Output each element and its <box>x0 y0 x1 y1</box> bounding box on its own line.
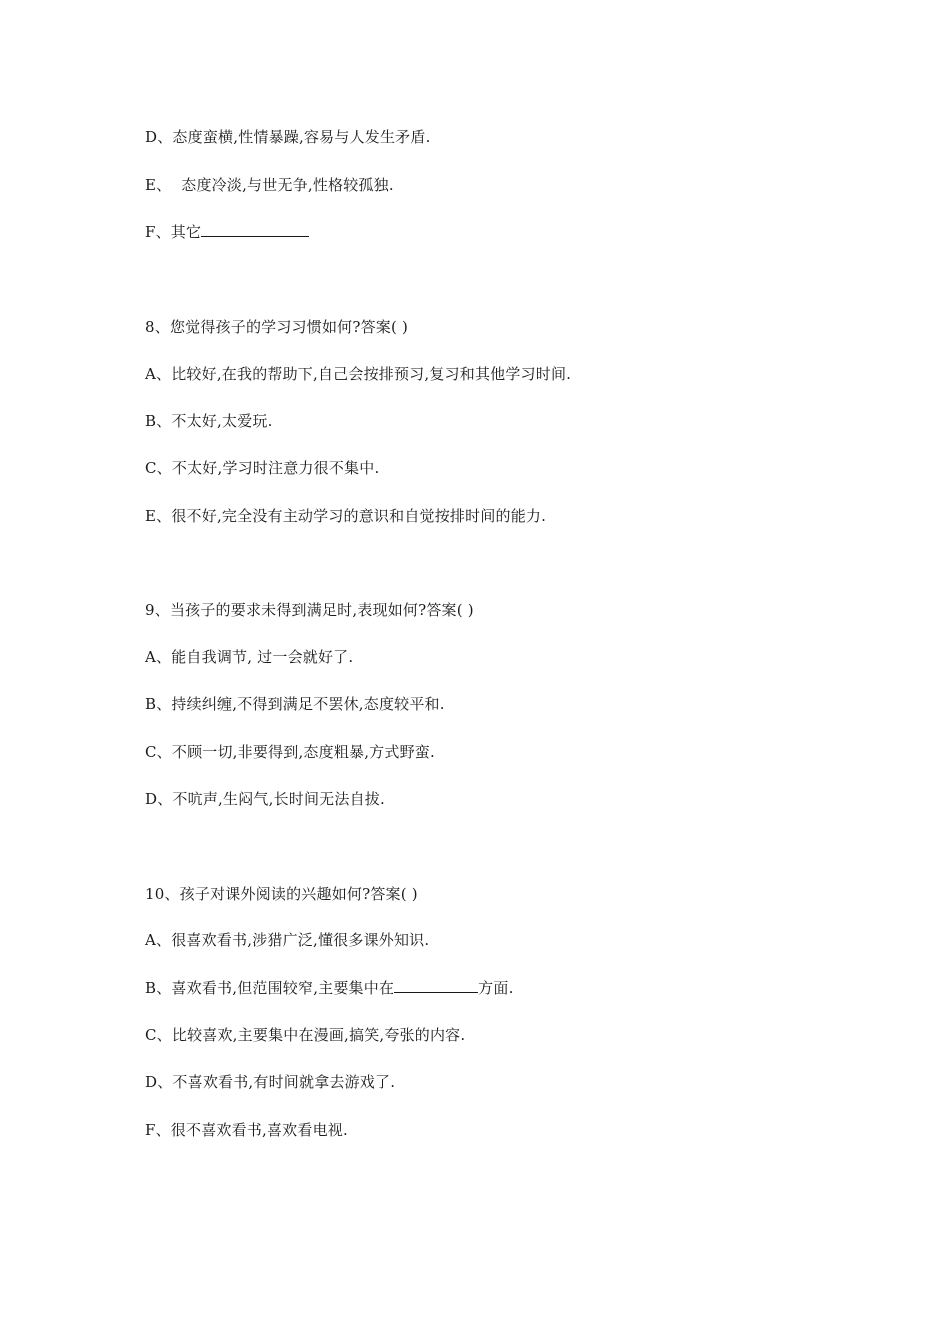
q10-option-b <box>145 978 514 998</box>
q10-option-d: D、不喜欢看书,有时间就拿去游戏了. <box>145 1073 396 1091</box>
q10-option-b-suffix: 方面. <box>478 979 514 997</box>
q8-option-e: E、很不好,完全没有主动学习的意识和自觉按排时间的能力. <box>145 507 547 525</box>
q9-question: 9、当孩子的要求未得到满足时,表现如何?答案( ) <box>145 601 474 619</box>
q10-option-b-text: B、喜欢看书,但范围较窄,主要集中在 <box>145 979 395 997</box>
q9-option-c: C、不顾一切,非要得到,态度粗暴,方式野蛮. <box>145 743 435 761</box>
q10-option-b-blank <box>394 978 478 993</box>
q10-option-a: A、很喜欢看书,涉猎广泛,懂很多课外知识. <box>145 931 430 949</box>
q8-option-a: A、比较好,在我的帮助下,自己会按排预习,复习和其他学习时间. <box>145 365 572 383</box>
q10-option-c: C、比较喜欢,主要集中在漫画,搞笑,夸张的内容. <box>145 1026 466 1044</box>
q10-option-f: F、很不喜欢看书,喜欢看电视. <box>145 1121 348 1139</box>
q9-option-a: A、能自我调节, 过一会就好了. <box>145 648 354 666</box>
q9-option-d: D、不吭声,生闷气,长时间无法自拔. <box>145 790 385 808</box>
q8-option-c: C、不太好,学习时注意力很不集中. <box>145 459 380 477</box>
q7-option-e: E、 态度冷淡,与世无争,性格较孤独. <box>145 176 394 194</box>
q7-option-d: D、态度蛮横,性情暴躁,容易与人发生矛盾. <box>145 128 431 146</box>
q8-question: 8、您觉得孩子的学习习惯如何?答案( ) <box>145 318 409 336</box>
q7-option-f-label: F、其它 <box>145 223 202 241</box>
q8-option-b: B、不太好,太爱玩. <box>145 412 273 430</box>
q7-option-f-blank <box>201 222 309 237</box>
q7-option-f <box>145 222 309 242</box>
q10-question: 10、孩子对课外阅读的兴趣如何?答案( ) <box>145 885 418 903</box>
q9-option-b: B、持续纠缠,不得到满足不罢休,态度较平和. <box>145 695 445 713</box>
